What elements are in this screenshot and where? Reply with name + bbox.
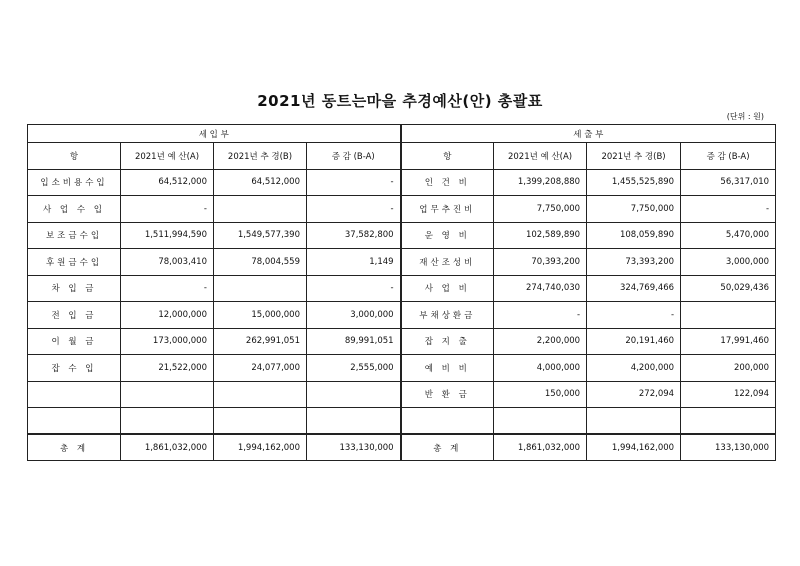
expense-budget-cell: - — [494, 302, 587, 329]
revenue-item-cell: 전 입 금 — [28, 302, 121, 329]
expense-item-cell — [401, 408, 494, 435]
revenue-total-supp: 1,994,162,000 — [214, 434, 307, 461]
expense-total-label: 총 계 — [401, 434, 494, 461]
total-row — [28, 434, 776, 461]
expense-item-cell: 운 영 비 — [401, 222, 494, 249]
expense-diff-cell — [681, 408, 776, 435]
revenue-budget-cell — [121, 381, 214, 408]
revenue-item-cell: 후원금수입 — [28, 249, 121, 276]
expense-supp-cell: 272,094 — [587, 381, 681, 408]
unit-note: (단위 : 원) — [726, 112, 764, 121]
revenue-diff-cell: 2,555,000 — [307, 355, 401, 382]
table-row — [28, 196, 776, 223]
section-header-row — [28, 125, 776, 143]
revenue-diff-cell: 37,582,800 — [307, 222, 401, 249]
table-row — [28, 169, 776, 196]
revenue-total-diff: 133,130,000 — [307, 434, 401, 461]
document-title: 2021년 동트는마을 추경예산(안) 총괄표 — [257, 92, 543, 110]
expense-supp-cell — [587, 408, 681, 435]
expense-item-cell: 인 건 비 — [401, 169, 494, 196]
revenue-item-header: 항 — [28, 143, 121, 170]
revenue-supp-cell — [214, 381, 307, 408]
expense-diff-cell: 50,029,436 — [681, 275, 776, 302]
revenue-total-label: 총 계 — [28, 434, 121, 461]
expense-supp-header: 2021년 추 경(B) — [587, 143, 681, 170]
revenue-budget-cell: 1,511,994,590 — [121, 222, 214, 249]
revenue-diff-header: 증 감 (B-A) — [307, 143, 401, 170]
revenue-supp-cell: 64,512,000 — [214, 169, 307, 196]
revenue-supp-cell: 1,549,577,390 — [214, 222, 307, 249]
column-header-row — [28, 143, 776, 170]
revenue-supp-cell: 78,004,559 — [214, 249, 307, 276]
revenue-supp-cell — [214, 196, 307, 223]
expense-budget-header: 2021년 예 산(A) — [494, 143, 587, 170]
revenue-budget-cell: - — [121, 275, 214, 302]
revenue-supp-cell: 24,077,000 — [214, 355, 307, 382]
table-row — [28, 222, 776, 249]
table-row — [28, 381, 776, 408]
revenue-section-title: 세 입 부 — [28, 125, 401, 143]
table-row — [28, 355, 776, 382]
expense-diff-header: 증 감 (B-A) — [681, 143, 776, 170]
expense-budget-cell: 4,000,000 — [494, 355, 587, 382]
expense-item-cell: 반 환 금 — [401, 381, 494, 408]
revenue-item-cell — [28, 381, 121, 408]
table-row — [28, 249, 776, 276]
table-row — [28, 302, 776, 329]
expense-budget-cell: 2,200,000 — [494, 328, 587, 355]
expense-diff-cell: 56,317,010 — [681, 169, 776, 196]
expense-diff-cell — [681, 302, 776, 329]
expense-diff-cell: 122,094 — [681, 381, 776, 408]
expense-diff-cell: 5,470,000 — [681, 222, 776, 249]
budget-summary-table — [27, 124, 776, 461]
expense-item-cell: 사 업 비 — [401, 275, 494, 302]
expense-budget-cell: 102,589,890 — [494, 222, 587, 249]
revenue-budget-cell: 12,000,000 — [121, 302, 214, 329]
expense-diff-cell: 3,000,000 — [681, 249, 776, 276]
revenue-budget-cell: 64,512,000 — [121, 169, 214, 196]
expense-budget-cell — [494, 408, 587, 435]
expense-supp-cell: 73,393,200 — [587, 249, 681, 276]
revenue-supp-cell: 15,000,000 — [214, 302, 307, 329]
expense-item-cell: 예 비 비 — [401, 355, 494, 382]
revenue-diff-cell: 89,991,051 — [307, 328, 401, 355]
expense-diff-cell: 17,991,460 — [681, 328, 776, 355]
expense-supp-cell: 108,059,890 — [587, 222, 681, 249]
revenue-diff-cell: - — [307, 196, 401, 223]
revenue-supp-header: 2021년 추 경(B) — [214, 143, 307, 170]
expense-supp-cell: - — [587, 302, 681, 329]
expense-diff-cell: - — [681, 196, 776, 223]
revenue-budget-cell: 173,000,000 — [121, 328, 214, 355]
revenue-supp-cell — [214, 408, 307, 435]
revenue-item-cell: 입소비용수입 — [28, 169, 121, 196]
revenue-supp-cell: 262,991,051 — [214, 328, 307, 355]
revenue-item-cell: 이 월 금 — [28, 328, 121, 355]
revenue-diff-cell — [307, 408, 401, 435]
revenue-diff-cell — [307, 381, 401, 408]
expense-budget-cell: 70,393,200 — [494, 249, 587, 276]
expense-supp-cell: 324,769,466 — [587, 275, 681, 302]
expense-diff-cell: 200,000 — [681, 355, 776, 382]
revenue-diff-cell: - — [307, 169, 401, 196]
revenue-budget-header: 2021년 예 산(A) — [121, 143, 214, 170]
table-row — [28, 408, 776, 435]
revenue-item-cell — [28, 408, 121, 435]
expense-item-header: 항 — [401, 143, 494, 170]
revenue-total-budget: 1,861,032,000 — [121, 434, 214, 461]
revenue-diff-cell: - — [307, 275, 401, 302]
expense-supp-cell: 7,750,000 — [587, 196, 681, 223]
revenue-budget-cell: 78,003,410 — [121, 249, 214, 276]
expense-supp-cell: 20,191,460 — [587, 328, 681, 355]
revenue-diff-cell: 3,000,000 — [307, 302, 401, 329]
revenue-item-cell: 보조금수입 — [28, 222, 121, 249]
revenue-item-cell: 차 입 금 — [28, 275, 121, 302]
expense-budget-cell: 7,750,000 — [494, 196, 587, 223]
expense-section-title: 세 출 부 — [401, 125, 776, 143]
expense-item-cell: 부채상환금 — [401, 302, 494, 329]
revenue-supp-cell — [214, 275, 307, 302]
revenue-item-cell: 잡 수 입 — [28, 355, 121, 382]
revenue-budget-cell — [121, 408, 214, 435]
expense-supp-cell: 4,200,000 — [587, 355, 681, 382]
revenue-budget-cell: - — [121, 196, 214, 223]
expense-item-cell: 재산조성비 — [401, 249, 494, 276]
expense-total-diff: 133,130,000 — [681, 434, 776, 461]
expense-budget-cell: 274,740,030 — [494, 275, 587, 302]
table-row — [28, 328, 776, 355]
revenue-budget-cell: 21,522,000 — [121, 355, 214, 382]
table-row — [28, 275, 776, 302]
expense-total-supp: 1,994,162,000 — [587, 434, 681, 461]
revenue-diff-cell: 1,149 — [307, 249, 401, 276]
expense-supp-cell: 1,455,525,890 — [587, 169, 681, 196]
expense-budget-cell: 1,399,208,880 — [494, 169, 587, 196]
revenue-item-cell: 사 업 수 입 — [28, 196, 121, 223]
expense-total-budget: 1,861,032,000 — [494, 434, 587, 461]
expense-budget-cell: 150,000 — [494, 381, 587, 408]
expense-item-cell: 업무추진비 — [401, 196, 494, 223]
expense-item-cell: 잡 지 출 — [401, 328, 494, 355]
